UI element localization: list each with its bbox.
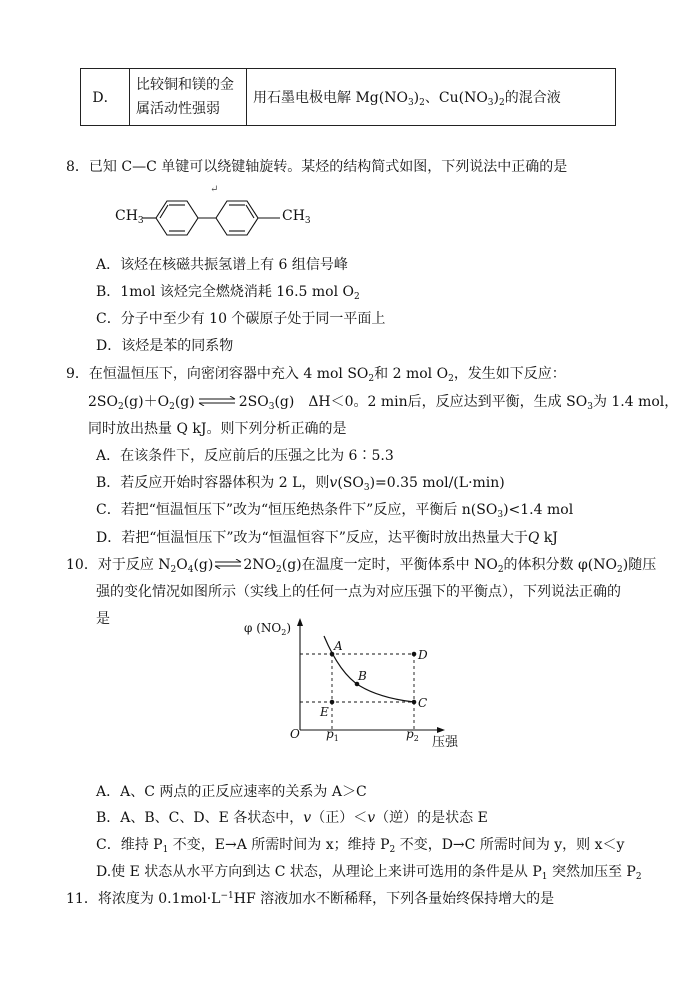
q9-option-c: C．若把“恒温恒压下”改为“恒压绝热条件下”反应，平衡后 $n(SO_3)<1.4$ mol bbox=[96, 502, 574, 520]
option-label: D． bbox=[81, 69, 130, 126]
table-row bbox=[81, 69, 616, 126]
ch3-right-label: $CH_3$ bbox=[282, 208, 311, 226]
label-e: E bbox=[320, 705, 329, 719]
q8-option-a: A．该烃在核磁共振氢谱上有 6 组信号峰 bbox=[96, 257, 348, 273]
experiment-method: 用石墨电极电解 $Mg(NO_3)_2$、$Cu(NO_3)_2$的混合液 bbox=[247, 69, 616, 126]
origin-label: O bbox=[290, 727, 300, 741]
q8-option-d: D．该烃是苯的同系物 bbox=[96, 338, 234, 354]
q8-option-b: B．1mol 该烃完全燃烧消耗 16.5 mol $O_2$ bbox=[96, 284, 360, 302]
label-d: D bbox=[418, 648, 428, 662]
question-11-stem: 11．将浓度为 $0.1mol\cdot L^{-1}HF$ 溶液加水不断稀释，下列各量始终保持增大的是 bbox=[66, 891, 555, 907]
p1-label: $p_1$ bbox=[326, 727, 339, 743]
equilibrium-arrow bbox=[195, 392, 239, 412]
label-a: A bbox=[334, 639, 343, 653]
q9-option-b: B．若反应开始时容器体积为 2 L，则$v(SO_3)=0.35$ mol/(L·min) bbox=[96, 475, 505, 493]
ch3-left-label: $CH_3$ bbox=[115, 208, 144, 226]
question-10-stem-line3: 是 bbox=[96, 611, 110, 627]
question-9-stem-line1: 9．在恒温恒压下，向密闭容器中充入 4 mol $SO_2$和 2 mol $O_2$，发生如下反应： bbox=[66, 366, 566, 384]
p2-label: $p_2$ bbox=[406, 727, 419, 743]
experiment-purpose: 比较铜和镁的金属活动性强弱 bbox=[130, 69, 247, 126]
equilibrium-arrow bbox=[213, 555, 243, 575]
biphenyl-structure-diagram bbox=[138, 195, 288, 241]
no2-pressure-graph bbox=[240, 612, 470, 750]
question-10-stem-line2: 强的变化情况如图所示（实线上的任何一点为对应压强下的平衡点），下列说法正确的 bbox=[96, 584, 621, 600]
label-c: C bbox=[418, 696, 428, 710]
q9-option-d: D．若把“恒温恒压下”改为“恒温恒容下”反应，达平衡时放出热量大于Q kJ bbox=[96, 530, 558, 546]
q10-option-d: D.使 E 状态从水平方向到达 C 状态，从理论上来讲可选用的条件是从 $P_1$ 突然加压至 $P_2$ bbox=[96, 864, 642, 882]
point-c bbox=[412, 700, 417, 705]
x-axis-label: 压强 bbox=[432, 735, 459, 750]
question-8-stem: 8．已知 C—C 单键可以绕键轴旋转。某烃的结构简式如图，下列说法中正确的是 bbox=[66, 159, 568, 175]
y-axis-label: φ $(NO_2)$ bbox=[244, 621, 292, 637]
q8-option-c: C．分子中至少有 10 个碳原子处于同一平面上 bbox=[96, 311, 386, 327]
question-9-stem-line3: 同时放出热量 Q kJ。则下列分析正确的是 bbox=[88, 421, 347, 437]
q10-option-b: B．A、B、C、D、E 各状态中，v（正）＜v（逆）的是状态 E bbox=[96, 810, 488, 826]
experiment-table bbox=[80, 68, 616, 126]
label-b: B bbox=[358, 669, 367, 683]
return-mark: ↵ bbox=[210, 184, 219, 195]
q10-option-a: A．A、C 两点的正反应速率的关系为 A＞C bbox=[96, 784, 367, 800]
question-9-equation: $2SO_2(g)+O_2(g)$ $2SO_3(g)$ ΔH＜0。2 min后，反应达到平衡，生成 $SO_3$为 1.4 mol， bbox=[88, 394, 679, 412]
q10-option-c: C．维持 $P_1$ 不变，E→A 所需时间为 x；维持 $P_2$ 不变，D→C 所需时间为 y，则 x＜y bbox=[96, 837, 625, 855]
q9-option-a: A．在该条件下，反应前后的压强之比为 6∶5.3 bbox=[96, 448, 394, 464]
question-10-stem-line1: 10．对于反应 $N_2O_4(g)$ $2NO_2(g)$在温度一定时，平衡体系中 $NO_2$的体积分数 $\varphi(NO_2)$随压 bbox=[66, 557, 657, 575]
point-d bbox=[412, 652, 417, 657]
point-e bbox=[330, 700, 335, 705]
